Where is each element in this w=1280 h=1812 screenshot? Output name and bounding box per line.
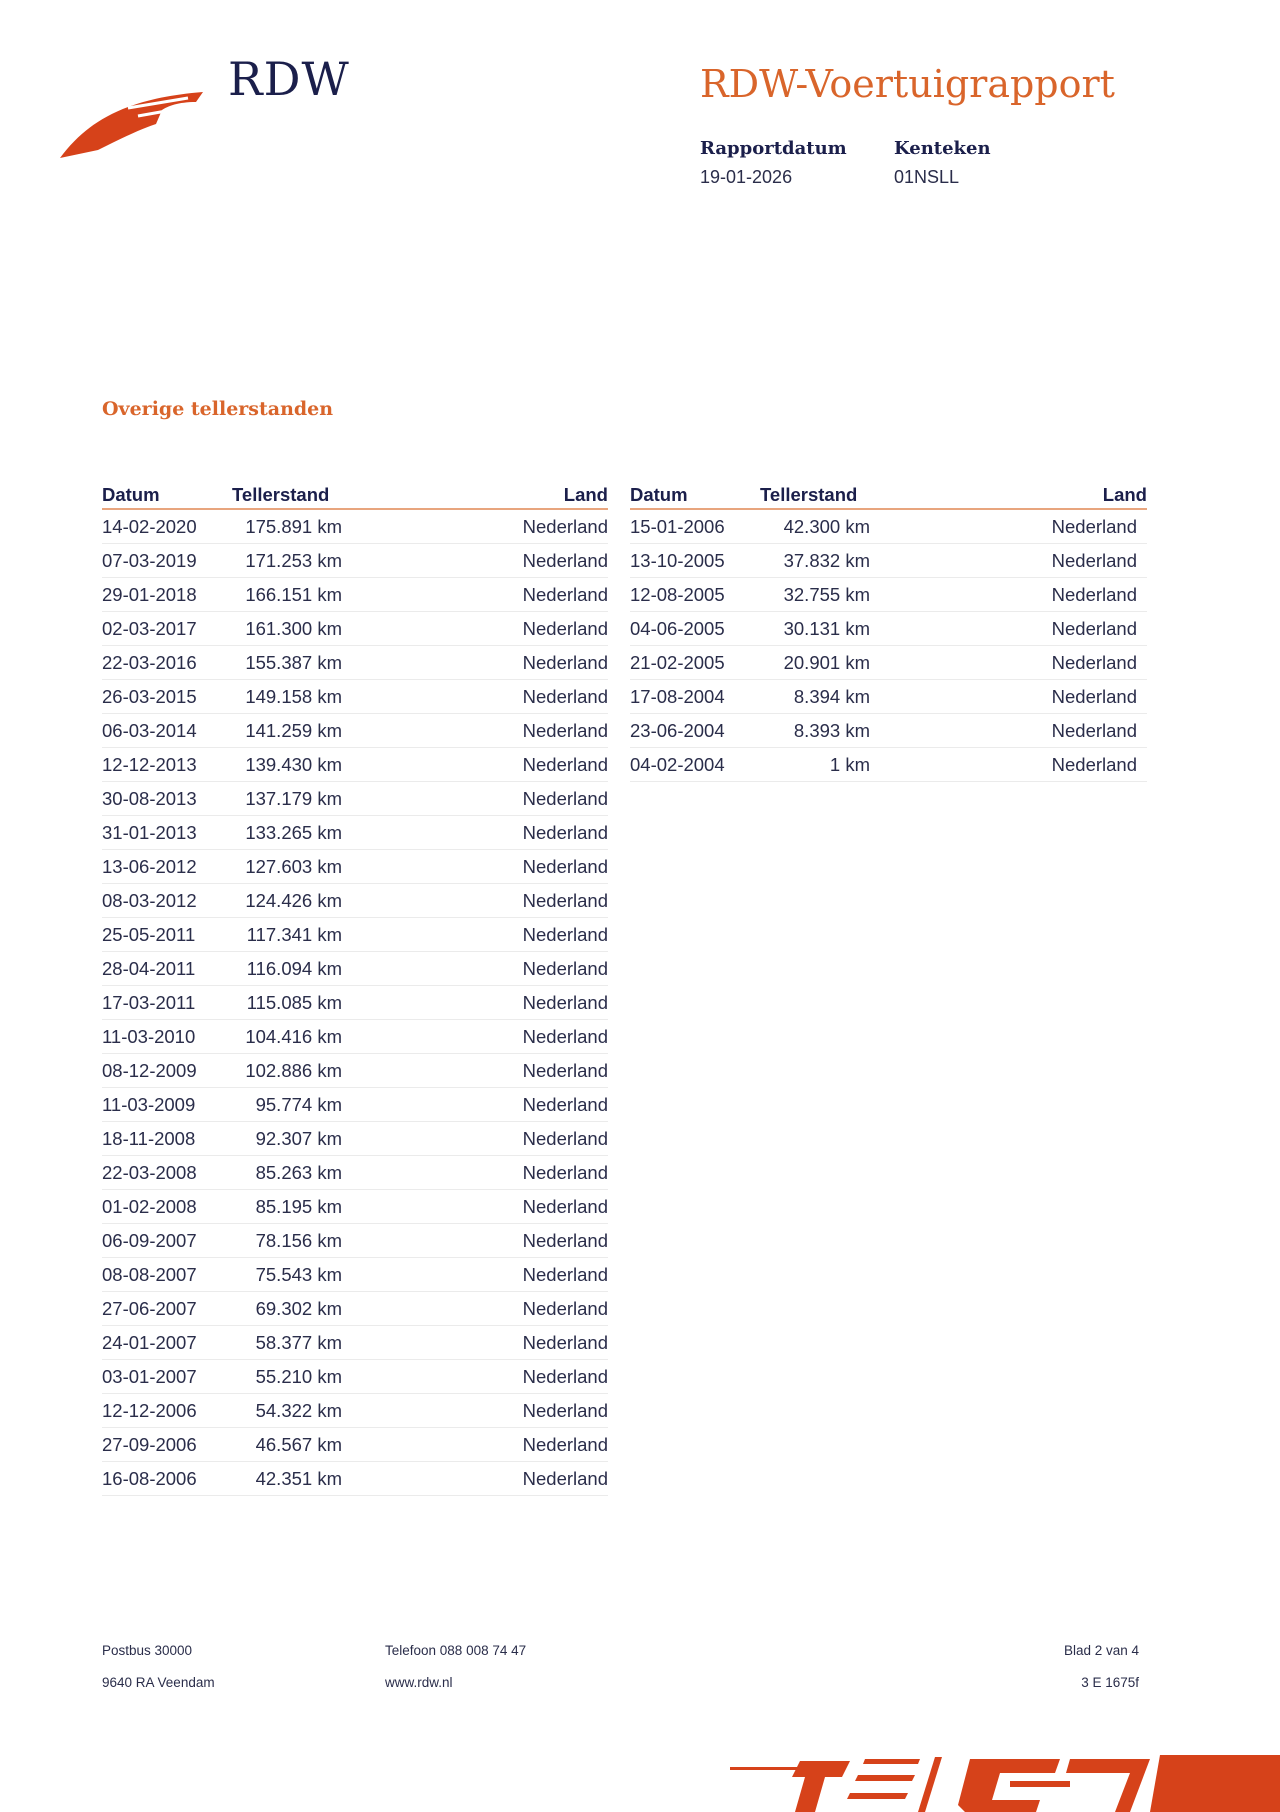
cell-datum: 13-10-2005	[630, 544, 760, 578]
table-row	[102, 1360, 608, 1394]
cell-land: Nederland	[342, 1462, 608, 1496]
cell-land: Nederland	[342, 1292, 608, 1326]
table-row	[630, 544, 1147, 578]
table-row	[102, 1428, 608, 1462]
cell-tellerstand: 69.302 km	[232, 1292, 342, 1326]
cell-tellerstand: 95.774 km	[232, 1088, 342, 1122]
cell-tellerstand: 92.307 km	[232, 1122, 342, 1156]
cell-tellerstand: 133.265 km	[232, 816, 342, 850]
table-row	[102, 1326, 608, 1360]
cell-tellerstand: 115.085 km	[232, 986, 342, 1020]
cell-datum: 01-02-2008	[102, 1190, 232, 1224]
cell-tellerstand: 117.341 km	[232, 918, 342, 952]
cell-datum: 12-12-2013	[102, 748, 232, 782]
odometer-table-left	[102, 482, 608, 1496]
cell-tellerstand: 104.416 km	[232, 1020, 342, 1054]
cell-tellerstand: 127.603 km	[232, 850, 342, 884]
cell-tellerstand: 85.195 km	[232, 1190, 342, 1224]
cell-datum: 03-01-2007	[102, 1360, 232, 1394]
table-row	[630, 578, 1147, 612]
cell-tellerstand: 1 km	[760, 748, 870, 782]
cell-land: Nederland	[342, 748, 608, 782]
cell-datum: 04-02-2004	[630, 748, 760, 782]
cell-tellerstand: 155.387 km	[232, 646, 342, 680]
cell-tellerstand: 20.901 km	[760, 646, 870, 680]
cell-datum: 11-03-2009	[102, 1088, 232, 1122]
table-row	[630, 509, 1147, 544]
cell-tellerstand: 175.891 km	[232, 509, 342, 544]
report-title: RDW-Voertuigrapport	[700, 62, 1115, 106]
cell-land: Nederland	[342, 1224, 608, 1258]
cell-datum: 15-01-2006	[630, 509, 760, 544]
cell-datum: 27-06-2007	[102, 1292, 232, 1326]
cell-datum: 16-08-2006	[102, 1462, 232, 1496]
cell-datum: 26-03-2015	[102, 680, 232, 714]
cell-datum: 27-09-2006	[102, 1428, 232, 1462]
table-row	[102, 578, 608, 612]
rapportdatum-label: Rapportdatum	[700, 138, 847, 159]
cell-tellerstand: 166.151 km	[232, 578, 342, 612]
cell-datum: 12-12-2006	[102, 1394, 232, 1428]
cell-land: Nederland	[342, 714, 608, 748]
table-row	[102, 884, 608, 918]
cell-land: Nederland	[342, 544, 608, 578]
table-row	[102, 1122, 608, 1156]
cell-datum: 28-04-2011	[102, 952, 232, 986]
cell-datum: 17-08-2004	[630, 680, 760, 714]
cell-tellerstand: 116.094 km	[232, 952, 342, 986]
cell-land: Nederland	[870, 748, 1147, 782]
cell-land: Nederland	[342, 1360, 608, 1394]
cell-datum: 24-01-2007	[102, 1326, 232, 1360]
cell-land: Nederland	[342, 1326, 608, 1360]
col-tellerstand: Tellerstand	[760, 482, 870, 509]
table-row	[102, 1088, 608, 1122]
cell-tellerstand: 54.322 km	[232, 1394, 342, 1428]
section-title: Overige tellerstanden	[102, 398, 334, 420]
cell-datum: 31-01-2013	[102, 816, 232, 850]
footer-address-1: Postbus 30000	[102, 1643, 193, 1658]
cell-land: Nederland	[342, 986, 608, 1020]
cell-tellerstand: 137.179 km	[232, 782, 342, 816]
cell-tellerstand: 78.156 km	[232, 1224, 342, 1258]
cell-land: Nederland	[342, 1122, 608, 1156]
cell-tellerstand: 8.393 km	[760, 714, 870, 748]
cell-datum: 12-08-2005	[630, 578, 760, 612]
cell-tellerstand: 46.567 km	[232, 1428, 342, 1462]
cell-land: Nederland	[342, 918, 608, 952]
cell-tellerstand: 58.377 km	[232, 1326, 342, 1360]
cell-datum: 08-03-2012	[102, 884, 232, 918]
cell-tellerstand: 42.300 km	[760, 509, 870, 544]
cell-datum: 25-05-2011	[102, 918, 232, 952]
cell-land: Nederland	[870, 578, 1147, 612]
cell-land: Nederland	[342, 509, 608, 544]
table-row	[102, 509, 608, 544]
table-row	[102, 952, 608, 986]
table-row	[630, 612, 1147, 646]
cell-tellerstand: 37.832 km	[760, 544, 870, 578]
logo-text: RDW	[228, 52, 350, 106]
cell-datum: 08-12-2009	[102, 1054, 232, 1088]
cell-tellerstand: 55.210 km	[232, 1360, 342, 1394]
col-tellerstand: Tellerstand	[232, 482, 342, 509]
odometer-table-right	[630, 482, 1147, 782]
footer-code: 3 E 1675f	[1081, 1675, 1139, 1690]
cell-datum: 02-03-2017	[102, 612, 232, 646]
cell-land: Nederland	[342, 1258, 608, 1292]
cell-tellerstand: 85.263 km	[232, 1156, 342, 1190]
cell-tellerstand: 75.543 km	[232, 1258, 342, 1292]
table-row	[630, 748, 1147, 782]
rdw-footer-graphic-icon	[730, 1755, 1280, 1812]
cell-land: Nederland	[342, 1156, 608, 1190]
table-row	[102, 1020, 608, 1054]
cell-datum: 08-08-2007	[102, 1258, 232, 1292]
cell-land: Nederland	[342, 646, 608, 680]
cell-datum: 11-03-2010	[102, 1020, 232, 1054]
cell-land: Nederland	[342, 1054, 608, 1088]
table-row	[102, 748, 608, 782]
table-row	[102, 646, 608, 680]
cell-tellerstand: 32.755 km	[760, 578, 870, 612]
footer-address-2: 9640 RA Veendam	[102, 1675, 215, 1690]
col-land: Land	[870, 482, 1147, 509]
cell-tellerstand: 102.886 km	[232, 1054, 342, 1088]
table-row	[102, 1190, 608, 1224]
cell-land: Nederland	[342, 612, 608, 646]
rdw-logo-icon	[58, 80, 208, 160]
cell-datum: 04-06-2005	[630, 612, 760, 646]
col-datum: Datum	[630, 482, 760, 509]
cell-land: Nederland	[342, 1190, 608, 1224]
cell-land: Nederland	[870, 509, 1147, 544]
cell-land: Nederland	[870, 680, 1147, 714]
rapportdatum-value: 19-01-2026	[700, 167, 793, 187]
table-row	[102, 850, 608, 884]
table-row	[102, 1394, 608, 1428]
col-datum: Datum	[102, 482, 232, 509]
cell-datum: 18-11-2008	[102, 1122, 232, 1156]
table-row	[102, 1258, 608, 1292]
cell-datum: 22-03-2008	[102, 1156, 232, 1190]
cell-datum: 22-03-2016	[102, 646, 232, 680]
footer-phone: Telefoon 088 008 74 47	[385, 1643, 527, 1658]
table-row	[102, 612, 608, 646]
table-row	[102, 1054, 608, 1088]
table-row	[630, 646, 1147, 680]
cell-tellerstand: 124.426 km	[232, 884, 342, 918]
cell-datum: 21-02-2005	[630, 646, 760, 680]
cell-datum: 07-03-2019	[102, 544, 232, 578]
cell-datum: 29-01-2018	[102, 578, 232, 612]
cell-land: Nederland	[342, 1088, 608, 1122]
cell-land: Nederland	[342, 850, 608, 884]
col-land: Land	[342, 482, 608, 509]
footer-website[interactable]: www.rdw.nl	[385, 1675, 453, 1690]
table-row	[102, 782, 608, 816]
table-row	[102, 714, 608, 748]
table-row	[102, 816, 608, 850]
cell-datum: 17-03-2011	[102, 986, 232, 1020]
cell-tellerstand: 141.259 km	[232, 714, 342, 748]
cell-land: Nederland	[342, 1394, 608, 1428]
cell-datum: 14-02-2020	[102, 509, 232, 544]
kenteken-label: Kenteken	[894, 138, 991, 159]
table-row	[630, 680, 1147, 714]
cell-datum: 23-06-2004	[630, 714, 760, 748]
table-row	[102, 1156, 608, 1190]
cell-land: Nederland	[870, 714, 1147, 748]
table-row	[102, 918, 608, 952]
table-row	[102, 986, 608, 1020]
kenteken-value: 01NSLL	[894, 167, 960, 187]
cell-land: Nederland	[342, 782, 608, 816]
table-row	[102, 544, 608, 578]
cell-datum: 30-08-2013	[102, 782, 232, 816]
cell-tellerstand: 161.300 km	[232, 612, 342, 646]
footer-page-number: Blad 2 van 4	[1063, 1643, 1139, 1658]
cell-tellerstand: 30.131 km	[760, 612, 870, 646]
cell-datum: 06-09-2007	[102, 1224, 232, 1258]
cell-tellerstand: 139.430 km	[232, 748, 342, 782]
cell-land: Nederland	[870, 646, 1147, 680]
table-row	[630, 714, 1147, 748]
cell-land: Nederland	[342, 816, 608, 850]
cell-tellerstand: 149.158 km	[232, 680, 342, 714]
cell-land: Nederland	[342, 578, 608, 612]
cell-land: Nederland	[342, 680, 608, 714]
cell-land: Nederland	[342, 952, 608, 986]
cell-land: Nederland	[342, 1020, 608, 1054]
table-row	[102, 1462, 608, 1496]
table-row	[102, 1224, 608, 1258]
table-row	[102, 680, 608, 714]
cell-tellerstand: 42.351 km	[232, 1462, 342, 1496]
cell-land: Nederland	[870, 544, 1147, 578]
cell-datum: 13-06-2012	[102, 850, 232, 884]
cell-land: Nederland	[342, 1428, 608, 1462]
cell-tellerstand: 171.253 km	[232, 544, 342, 578]
table-row	[102, 1292, 608, 1326]
cell-land: Nederland	[870, 612, 1147, 646]
cell-tellerstand: 8.394 km	[760, 680, 870, 714]
cell-land: Nederland	[342, 884, 608, 918]
cell-datum: 06-03-2014	[102, 714, 232, 748]
